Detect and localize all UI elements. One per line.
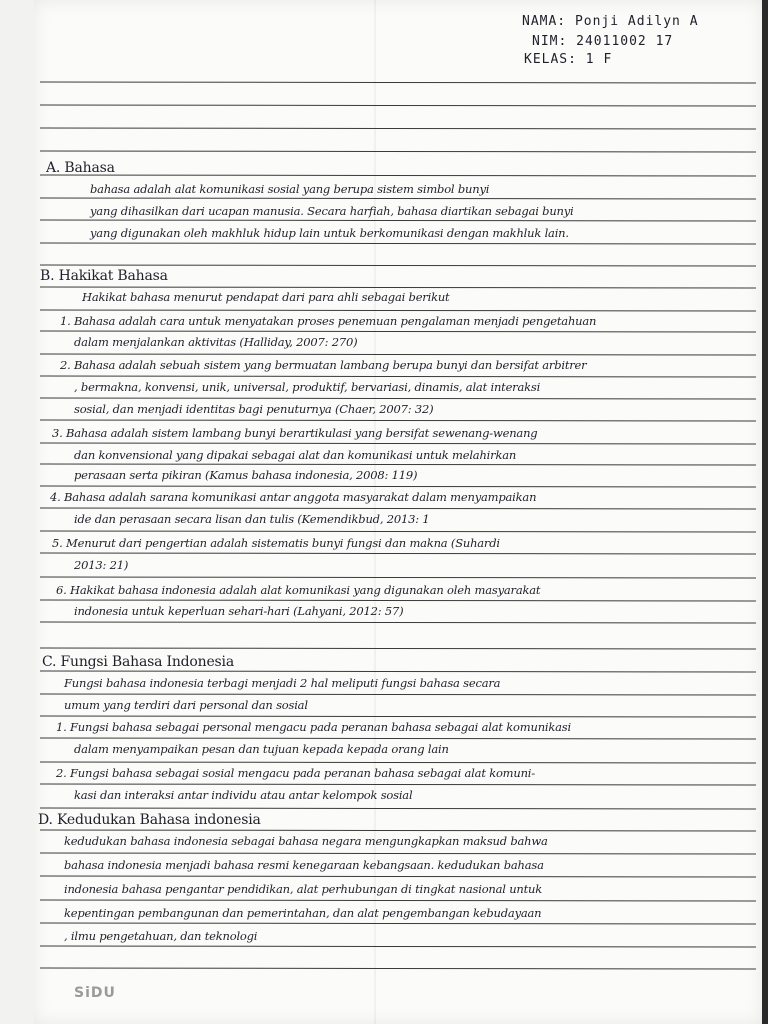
ruled-line <box>40 738 756 739</box>
section-c-line: kasi dan interaksi antar individu atau antar kelompok sosial <box>74 788 413 802</box>
ruled-line <box>40 265 756 266</box>
section-b-line: dalam menjalankan aktivitas (Halliday, 2007: 270) <box>74 335 358 349</box>
ruled-line <box>40 671 756 672</box>
ruled-line <box>40 694 756 695</box>
section-b-line: 6. Hakikat bahasa indonesia adalah alat komunikasi yang digunakan oleh masyarakat <box>56 583 541 597</box>
section-c-line: umum yang terdiri dari personal dan sosial <box>64 698 308 712</box>
student-name: NAMA: Ponji Adilyn A <box>522 14 699 29</box>
section-c-line: 1. Fungsi bahasa sebagai personal mengacu pada peranan bahasa sebagai alat komunikasi <box>56 720 571 734</box>
section-b-title: B. Hakikat Bahasa <box>40 268 168 284</box>
ruled-line <box>40 762 756 763</box>
section-d-line: kepentingan pembangunan dan pemerintahan, dan alat pengembangan kebudayaan <box>64 906 542 920</box>
ruled-line <box>40 220 756 221</box>
ruled-line <box>40 553 756 554</box>
ruled-line <box>40 151 756 152</box>
section-b-line: 5. Menurut dari pengertian adalah sistematis bunyi fungsi dan makna (Suhardi <box>52 536 500 550</box>
section-d-line: indonesia bahasa pengantar pendidikan, alat perhubungan di tingkat nasional untuk <box>64 882 543 896</box>
section-b-line: perasaan serta pikiran (Kamus bahasa indonesia, 2008: 119) <box>74 468 418 482</box>
ruled-line <box>40 128 756 129</box>
ruled-line <box>40 968 756 969</box>
section-c-line: Fungsi bahasa indonesia terbagi menjadi 2 hal meliputi fungsi bahasa secara <box>64 676 501 690</box>
ruled-line <box>40 486 756 487</box>
student-class: KELAS: 1 F <box>524 52 613 67</box>
section-a-line: yang digunakan oleh makhluk hidup lain untuk berkomunikasi dengan makhluk lain. <box>90 226 569 240</box>
background-left-edge <box>0 0 34 1024</box>
ruled-line <box>40 577 756 578</box>
section-b-line: 1. Bahasa adalah cara untuk menyatakan proses penemuan pengalaman menjadi pengetahuan <box>60 314 597 328</box>
ruled-line <box>40 784 756 785</box>
ruled-line <box>40 830 756 831</box>
ruled-line <box>40 354 756 355</box>
section-d-line: , ilmu pengetahuan, dan teknologi <box>64 929 258 943</box>
section-d-title: D. Kedudukan Bahasa indonesia <box>38 812 261 828</box>
ruled-line <box>40 923 756 924</box>
section-b-line: , bermakna, konvensi, unik, universal, produktif, bervariasi, dinamis, alat interaksi <box>74 380 541 394</box>
notebook-page <box>34 0 762 1024</box>
section-a-title: A. Bahasa <box>46 160 115 176</box>
ruled-line <box>40 716 756 717</box>
ruled-line <box>40 900 756 901</box>
section-b-line: indonesia untuk keperluan sehari-hari (Lahyani, 2012: 57) <box>74 604 404 618</box>
section-a-line: yang dihasilkan dari ucapan manusia. Secara harfiah, bahasa diartikan sebagai bunyi <box>90 204 574 218</box>
section-d-line: kedudukan bahasa indonesia sebagai bahasa negara mengungkapkan maksud bahwa <box>64 834 548 848</box>
section-c-title: C. Fungsi Bahasa Indonesia <box>42 654 234 670</box>
ruled-line <box>40 600 756 601</box>
section-c-line: dalam menyampaikan pesan dan tujuan kepada kepada orang lain <box>74 742 449 756</box>
section-b-line: ide dan perasaan secara lisan dan tulis (Kemendikbud, 2013: 1 <box>74 512 430 526</box>
ruled-line <box>40 464 756 465</box>
section-b-line: 2013: 21) <box>74 558 129 572</box>
brand-logo: SiDU <box>74 985 116 1001</box>
section-b-line: dan konvensional yang dipakai sebagai alat dan komunikasi untuk melahirkan <box>74 448 517 462</box>
ruled-line <box>40 443 756 444</box>
ruled-line <box>40 243 756 244</box>
ruled-line <box>40 853 756 854</box>
section-b-line: sosial, dan menjadi identitas bagi penuturnya (Chaer, 2007: 32) <box>74 402 434 416</box>
ruled-line <box>40 287 756 288</box>
section-c-line: 2. Fungsi bahasa sebagai sosial mengacu pada peranan bahasa sebagai alat komuni- <box>56 766 535 780</box>
section-b-line: 4. Bahasa adalah sarana komunikasi antar anggota masyarakat dalam menyampaikan <box>50 490 537 504</box>
ruled-line <box>40 508 756 509</box>
section-b-intro: Hakikat bahasa menurut pendapat dari para ahli sebagai berikut <box>82 290 450 304</box>
ruled-line <box>40 808 756 809</box>
ruled-line <box>40 105 756 106</box>
ruled-line <box>40 198 756 199</box>
ruled-line <box>40 82 756 83</box>
ruled-line <box>40 622 756 623</box>
section-b-line: 3. Bahasa adalah sistem lambang bunyi berartikulasi yang bersifat sewenang-wenang <box>52 426 538 440</box>
section-b-line: 2. Bahasa adalah sebuah sistem yang bermuatan lambang berupa bunyi dan bersifat arbitrer <box>60 358 587 372</box>
ruled-line <box>40 310 756 311</box>
student-nim: NIM: 24011002 17 <box>532 34 674 49</box>
section-a-line: bahasa adalah alat komunikasi sosial yang berupa sistem simbol bunyi <box>90 182 490 196</box>
ruled-line <box>40 398 756 399</box>
section-d-line: bahasa indonesia menjadi bahasa resmi kenegaraan kebangsaan. kedudukan bahasa <box>64 858 544 872</box>
ruled-line <box>40 376 756 377</box>
ruled-line <box>40 648 756 649</box>
ruled-line <box>40 331 756 332</box>
ruled-line <box>40 946 756 947</box>
ruled-line <box>40 531 756 532</box>
ruled-line <box>40 876 756 877</box>
ruled-line <box>40 420 756 421</box>
ruled-line <box>40 175 756 176</box>
